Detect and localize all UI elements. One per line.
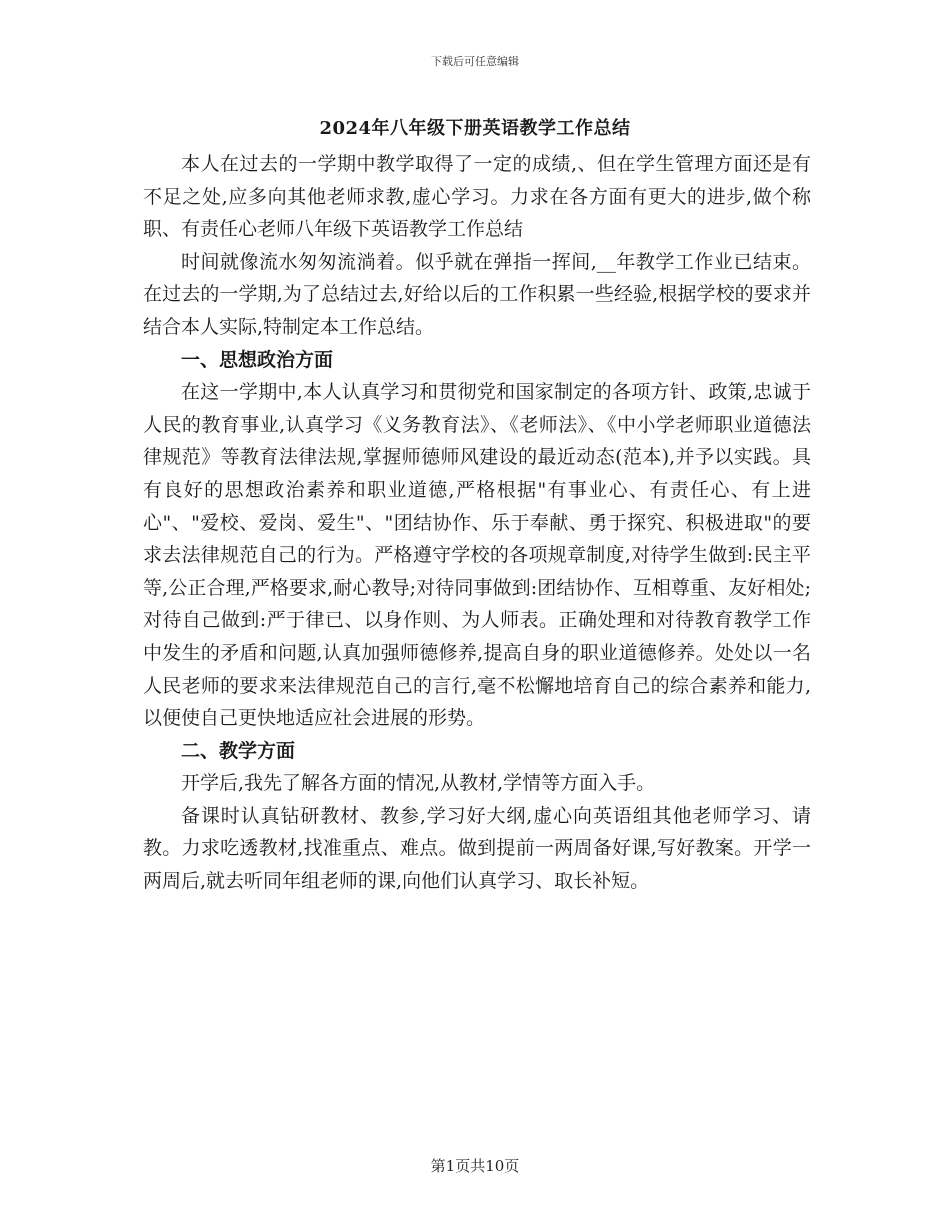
section-heading-politics: 一、思想政治方面 — [181, 348, 334, 371]
paragraph-lesson-prep: 备课时认真钻研教材、教参,学习好大纲,虚心向英语组其他老师学习、请教。力求吃透教材,找准重点、难点。做到提前一两周备好课,写好教案。开学一两周后,就去听同年组老师的课,向他们认真学习、取长补短。 — [143, 804, 811, 893]
page-title: 2024年八年级下册英语教学工作总结 — [319, 118, 631, 139]
header-note: 下载后可任意编辑 — [431, 55, 519, 68]
paragraph-start-of-term: 开学后,我先了解各方面的情况,从教材,学情等方面入手。 — [181, 772, 656, 795]
section-heading-teaching: 二、教学方面 — [181, 739, 296, 762]
document-body — [143, 148, 811, 898]
paragraph-time: 时间就像流水匆匆流淌着。似乎就在弹指一挥间,__年教学工作业已结束。在过去的一学期,为了总结过去,好给以后的工作积累一些经验,根据学校的要求并结合本人实际,特制定本工作总结。 — [143, 250, 811, 338]
paragraph-intro: 本人在过去的一学期中教学取得了一定的成绩,、但在学生管理方面还是有不足之处,应多向其他老师求教,虚心学习。力求在各方面有更大的进步,做个称职、有责任心老师八年级下英语教学工作总结 — [143, 153, 811, 241]
page-number: 第1页共10页 — [430, 1157, 520, 1175]
paragraph-politics: 在这一学期中,本人认真学习和贯彻党和国家制定的各项方针、政策,忠诚于人民的教育事业,认真学习《义务教育法》、《老师法》、《中小学老师职业道德法律规范》等教育法律法规,掌握师德师风建设的最近动态(范本),并予以实践。具有良好的思想政治素养和职业道德,严格根据"有事业心、有责任心、有上进心"、"爱校、爱岗、爱生"、"团结协作、乐于奉献、勇于探究、积极进取"的要求去法律规范自己的行为。严格遵守学校的各项规章制度,对待学生做到:民主平等,公正合理,严格要求,耐心教导;对待同事做到:团结协作、互相尊重、友好相处;对待自己做到:严于律已、以身作则、为人师表。正确处理和对待教育教学工作中发生的矛盾和问题,认真加强师德修养,提高自身的职业道德修养。处处以一名人民老师的要求来法律规范自己的言行,毫不松懈地培育自己的综合素养和能力,以便使自己更快地适应社会进展的形势。 — [143, 381, 811, 730]
